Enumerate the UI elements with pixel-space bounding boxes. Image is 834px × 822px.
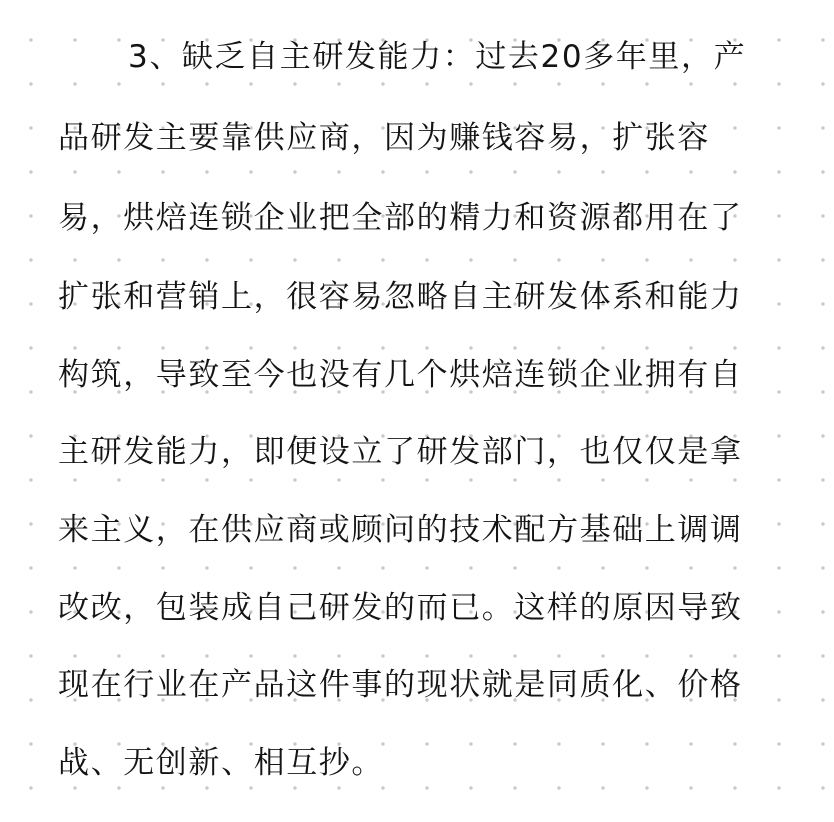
paragraph-line: 品研发主要靠供应商，因为赚钱容易，扩张容 (58, 120, 710, 156)
paragraph-line: 改改，包装成自己研发的而已。这样的原因导致 (58, 590, 743, 626)
paragraph-line: 来主义，在供应商或顾问的技术配方基础上调调 (58, 512, 743, 548)
paragraph-line: 构筑，导致至今也没有几个烘焙连锁企业拥有自 (58, 357, 743, 393)
paragraph-line: 现在行业在产品这件事的现状就是同质化、价格 (58, 667, 743, 703)
paragraph-line: 扩张和营销上，很容易忽略自主研发体系和能力 (58, 279, 743, 315)
paragraph-line: 主研发能力，即便设立了研发部门，也仅仅是拿 (58, 434, 743, 470)
paragraph-line: 3、缺乏自主研发能力：过去20多年里，产 (128, 39, 747, 75)
paragraph-line: 战、无创新、相互抄。 (58, 745, 384, 781)
paragraph-line: 易，烘焙连锁企业把全部的精力和资源都用在了 (58, 200, 743, 236)
